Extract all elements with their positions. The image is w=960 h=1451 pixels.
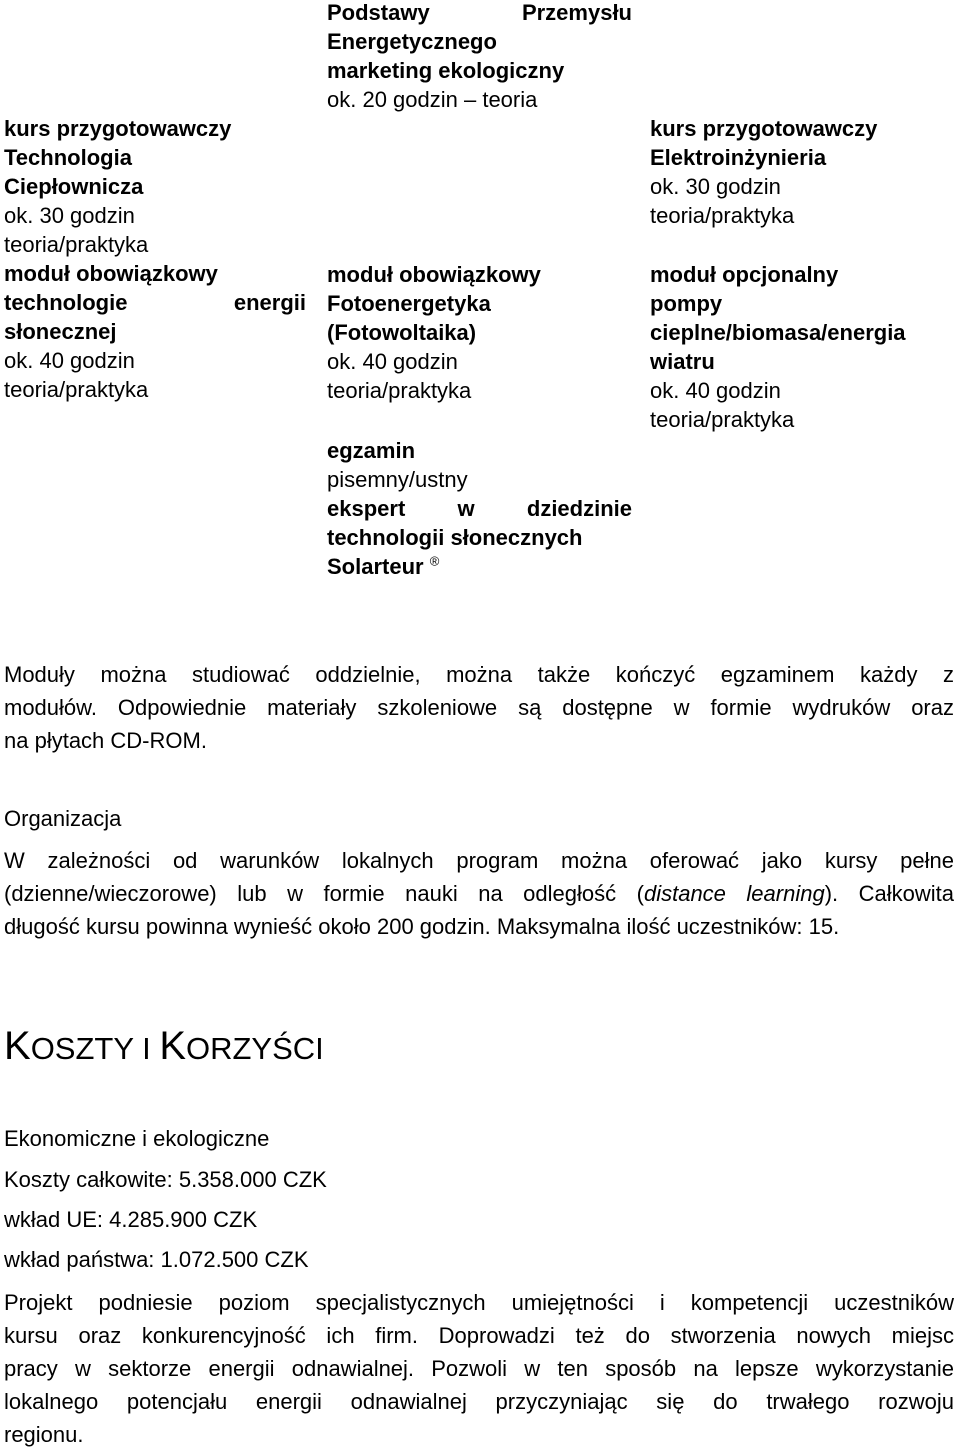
cost-state: wkład państwa: 1.072.500 CZK	[4, 1247, 309, 1272]
course-label: kurs przygotowawczy	[4, 116, 232, 141]
course-name: Technologia	[4, 145, 132, 170]
section-heading-costs: KOSZTY I KORZYŚCI	[4, 1024, 324, 1068]
module-type: moduł obowiązkowy	[327, 262, 541, 287]
module-hours: ok. 40 godzin	[650, 378, 781, 403]
cost-total: Koszty całkowite: 5.358.000 CZK	[4, 1167, 327, 1192]
module-name: słonecznej	[4, 319, 117, 344]
expert-title: Solarteur ®	[327, 553, 440, 579]
column-left	[4, 114, 306, 404]
module-hours: ok. 20 godzin – teoria	[327, 87, 538, 112]
project-benefits	[4, 1286, 954, 1451]
column-right	[650, 114, 950, 230]
module-hours: ok. 40 godzin	[4, 348, 135, 373]
module-name: (Fotowoltaika)	[327, 320, 477, 345]
module-name: pompy	[650, 291, 723, 316]
paragraph-line: regionu.	[4, 1422, 84, 1447]
paragraph-line: na płytach CD-ROM.	[4, 728, 207, 753]
modules-note	[4, 658, 954, 757]
course-mode: teoria/praktyka	[650, 203, 795, 228]
expert-title: technologii słonecznych	[327, 525, 583, 550]
exam-label: egzamin	[327, 438, 416, 463]
column-middle	[327, 0, 632, 114]
registered-mark: ®	[429, 553, 440, 569]
paragraph-line: Projekt podniesie poziom specjalistycznych umiejętności i kompetencji uczestników	[4, 1290, 954, 1315]
column-middle-exam	[327, 436, 632, 581]
paragraph-line: W zależności od warunków lokalnych program można oferować jako kursy pełne	[4, 848, 954, 873]
section-title-organization: Organizacja	[4, 806, 122, 831]
course-label: kurs przygotowawczy	[650, 116, 878, 141]
module-type: moduł opcjonalny	[650, 262, 839, 287]
subsection-title: Ekonomiczne i ekologiczne	[4, 1126, 270, 1151]
organization-text	[4, 844, 954, 943]
course-name: Elektroinżynieria	[650, 145, 827, 170]
module-mode: teoria/praktyka	[4, 377, 149, 402]
course-hours: ok. 30 godzin	[4, 203, 135, 228]
module-mode: teoria/praktyka	[327, 378, 472, 403]
cost-eu: wkład UE: 4.285.900 CZK	[4, 1207, 258, 1232]
module-hours: ok. 40 godzin	[327, 349, 458, 374]
course-mode: teoria/praktyka	[4, 232, 149, 257]
column-right-module	[650, 260, 950, 434]
exam-mode: pisemny/ustny	[327, 467, 468, 492]
module-name: wiatru	[650, 349, 715, 374]
paragraph-line: (dzienne/wieczorowe) lub w formie nauki na odległość (distance learning). Całkowita	[4, 881, 954, 906]
module-mode: teoria/praktyka	[650, 407, 795, 432]
paragraph-line: lokalnego potencjału energii odnawialnej przyczyniając się do trwałego rozwoju	[4, 1389, 954, 1414]
module-title: marketing ekologiczny	[327, 58, 565, 83]
paragraph-line: pracy w sektorze energii odnawialnej. Pozwoli w ten sposób na lepsze wykorzystanie	[4, 1356, 954, 1381]
paragraph-line: długość kursu powinna wynieść około 200 godzin. Maksymalna ilość uczestników: 15.	[4, 914, 840, 939]
module-name: cieplne/biomasa/energia	[650, 320, 906, 345]
module-name: Fotoenergetyka	[327, 291, 491, 316]
course-name: Ciepłownicza	[4, 174, 144, 199]
module-name: technologie energii	[4, 290, 306, 315]
distance-learning-term: distance learning	[643, 881, 825, 906]
expert-title: ekspert w dziedzinie	[327, 496, 632, 521]
module-title: Energetycznego	[327, 29, 497, 54]
module-type: moduł obowiązkowy	[4, 261, 218, 286]
course-hours: ok. 30 godzin	[650, 174, 781, 199]
column-middle-module	[327, 260, 632, 405]
paragraph-line: modułów. Odpowiednie materiały szkoleniowe są dostępne w formie wydruków oraz	[4, 695, 954, 720]
paragraph-line: kursu oraz konkurencyjność ich firm. Doprowadzi też do stworzenia nowych miejsc	[4, 1323, 954, 1348]
module-title: Podstawy Przemysłu	[327, 0, 632, 25]
paragraph-line: Moduły można studiować oddzielnie, można także kończyć egzaminem każdy z	[4, 662, 954, 687]
